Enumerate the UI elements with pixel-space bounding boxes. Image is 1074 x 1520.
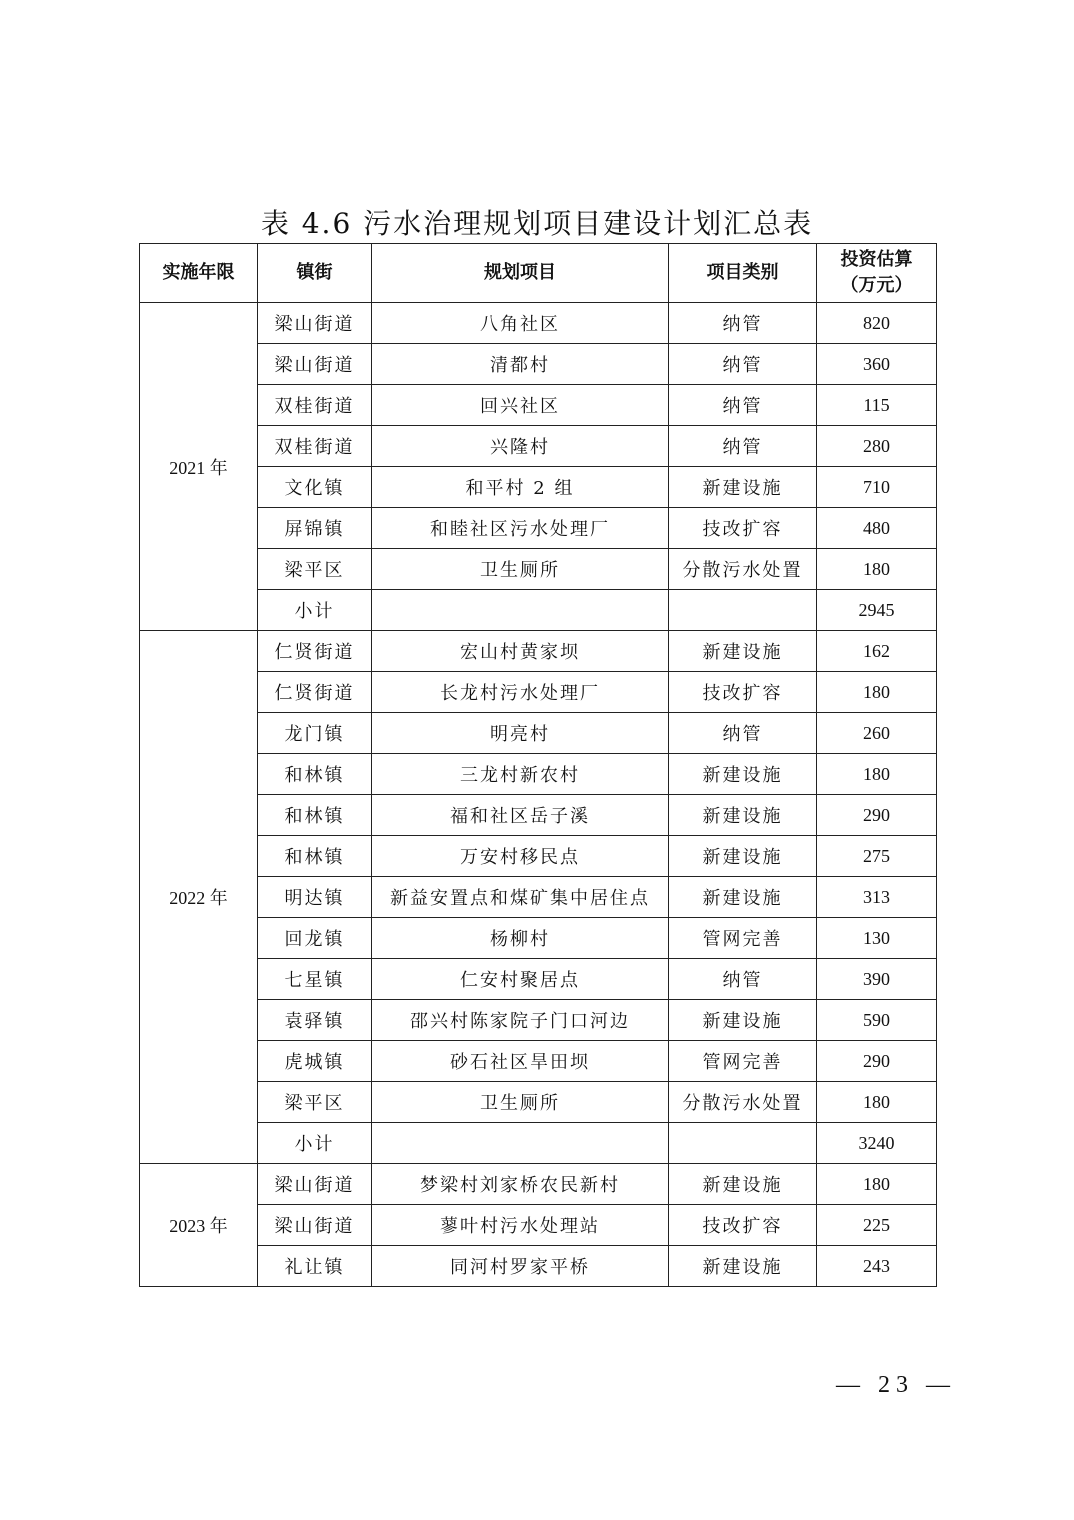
amount-cell: 225 xyxy=(817,1205,937,1246)
project-cell: 万安村移民点 xyxy=(372,836,669,877)
town-cell: 回龙镇 xyxy=(258,918,372,959)
category-cell: 管网完善 xyxy=(669,918,817,959)
category-cell: 分散污水处置 xyxy=(669,549,817,590)
project-cell: 杨柳村 xyxy=(372,918,669,959)
table-row xyxy=(140,590,937,631)
project-cell: 卫生厕所 xyxy=(372,549,669,590)
amount-cell: 180 xyxy=(817,1082,937,1123)
year-cell: 2023 年 xyxy=(140,1164,258,1287)
category-cell: 新建设施 xyxy=(669,1164,817,1205)
table-row xyxy=(140,1246,937,1287)
project-cell: 回兴社区 xyxy=(372,385,669,426)
category-cell: 新建设施 xyxy=(669,1000,817,1041)
project-cell: 卫生厕所 xyxy=(372,1082,669,1123)
amount-cell: 820 xyxy=(817,303,937,344)
table-row xyxy=(140,1123,937,1164)
town-cell: 梁山街道 xyxy=(258,344,372,385)
amount-cell: 710 xyxy=(817,467,937,508)
category-cell: 纳管 xyxy=(669,344,817,385)
town-cell: 仁贤街道 xyxy=(258,672,372,713)
table-row xyxy=(140,1082,937,1123)
project-cell: 长龙村污水处理厂 xyxy=(372,672,669,713)
header-investment xyxy=(817,244,937,303)
amount-cell: 130 xyxy=(817,918,937,959)
amount-cell: 360 xyxy=(817,344,937,385)
town-cell: 龙门镇 xyxy=(258,713,372,754)
header-investment-line1: 投资估算 xyxy=(840,249,913,270)
table-row xyxy=(140,1041,937,1082)
table-row xyxy=(140,795,937,836)
table-row xyxy=(140,877,937,918)
town-cell: 梁山街道 xyxy=(258,1164,372,1205)
project-cell: 砂石社区旱田坝 xyxy=(372,1041,669,1082)
project-cell: 和睦社区污水处理厂 xyxy=(372,508,669,549)
amount-cell: 290 xyxy=(817,1041,937,1082)
amount-cell: 180 xyxy=(817,672,937,713)
table-title: 表 4.6 污水治理规划项目建设计划汇总表 xyxy=(260,207,814,240)
table-row xyxy=(140,672,937,713)
category-cell: 新建设施 xyxy=(669,467,817,508)
table-row xyxy=(140,754,937,795)
town-cell: 和林镇 xyxy=(258,754,372,795)
town-cell: 仁贤街道 xyxy=(258,631,372,672)
table-row xyxy=(140,303,937,344)
category-cell: 新建设施 xyxy=(669,836,817,877)
table-row xyxy=(140,631,937,672)
town-cell: 双桂街道 xyxy=(258,426,372,467)
project-cell xyxy=(372,1123,669,1164)
amount-cell: 480 xyxy=(817,508,937,549)
table-row xyxy=(140,1164,937,1205)
amount-cell: 260 xyxy=(817,713,937,754)
amount-cell: 275 xyxy=(817,836,937,877)
project-cell: 梦梁村刘家桥农民新村 xyxy=(372,1164,669,1205)
project-cell: 三龙村新农村 xyxy=(372,754,669,795)
page-number: — 23 — xyxy=(836,1372,956,1398)
header-year: 实施年限 xyxy=(140,244,258,303)
amount-cell: 313 xyxy=(817,877,937,918)
category-cell: 新建设施 xyxy=(669,877,817,918)
category-cell: 新建设施 xyxy=(669,754,817,795)
project-cell: 明亮村 xyxy=(372,713,669,754)
category-cell: 技改扩容 xyxy=(669,1205,817,1246)
town-cell: 礼让镇 xyxy=(258,1246,372,1287)
amount-cell: 180 xyxy=(817,754,937,795)
project-cell: 和平村 2 组 xyxy=(372,467,669,508)
amount-cell: 180 xyxy=(817,549,937,590)
town-cell: 文化镇 xyxy=(258,467,372,508)
table-row xyxy=(140,1000,937,1041)
town-cell: 双桂街道 xyxy=(258,385,372,426)
table-row xyxy=(140,713,937,754)
amount-cell: 162 xyxy=(817,631,937,672)
header-town: 镇街 xyxy=(258,244,372,303)
category-cell xyxy=(669,590,817,631)
town-cell: 和林镇 xyxy=(258,795,372,836)
project-cell: 邵兴村陈家院子门口河边 xyxy=(372,1000,669,1041)
table-row xyxy=(140,836,937,877)
town-cell: 袁驿镇 xyxy=(258,1000,372,1041)
amount-cell: 2945 xyxy=(817,590,937,631)
category-cell: 纳管 xyxy=(669,959,817,1000)
category-cell: 新建设施 xyxy=(669,1246,817,1287)
amount-cell: 390 xyxy=(817,959,937,1000)
amount-cell: 180 xyxy=(817,1164,937,1205)
table-row xyxy=(140,508,937,549)
category-cell: 技改扩容 xyxy=(669,672,817,713)
amount-cell: 590 xyxy=(817,1000,937,1041)
project-summary-table xyxy=(139,243,937,1287)
table-row xyxy=(140,1205,937,1246)
table-row xyxy=(140,344,937,385)
header-category: 项目类别 xyxy=(669,244,817,303)
project-cell xyxy=(372,590,669,631)
table-row xyxy=(140,467,937,508)
amount-cell: 3240 xyxy=(817,1123,937,1164)
amount-cell: 243 xyxy=(817,1246,937,1287)
project-cell: 清都村 xyxy=(372,344,669,385)
town-cell: 小计 xyxy=(258,590,372,631)
header-investment-line2: （万元） xyxy=(840,275,913,296)
table-row xyxy=(140,426,937,467)
town-cell: 七星镇 xyxy=(258,959,372,1000)
category-cell: 技改扩容 xyxy=(669,508,817,549)
category-cell: 纳管 xyxy=(669,303,817,344)
category-cell: 分散污水处置 xyxy=(669,1082,817,1123)
project-cell: 蓼叶村污水处理站 xyxy=(372,1205,669,1246)
project-cell: 宏山村黄家坝 xyxy=(372,631,669,672)
category-cell: 纳管 xyxy=(669,385,817,426)
category-cell: 纳管 xyxy=(669,426,817,467)
town-cell: 梁山街道 xyxy=(258,1205,372,1246)
header-project: 规划项目 xyxy=(372,244,669,303)
category-cell: 新建设施 xyxy=(669,795,817,836)
project-cell: 同河村罗家平桥 xyxy=(372,1246,669,1287)
project-cell: 仁安村聚居点 xyxy=(372,959,669,1000)
project-cell: 新益安置点和煤矿集中居住点 xyxy=(372,877,669,918)
table-row xyxy=(140,959,937,1000)
project-cell: 兴隆村 xyxy=(372,426,669,467)
category-cell: 管网完善 xyxy=(669,1041,817,1082)
town-cell: 梁平区 xyxy=(258,549,372,590)
table-body xyxy=(140,303,937,1287)
year-cell: 2022 年 xyxy=(140,631,258,1164)
amount-cell: 280 xyxy=(817,426,937,467)
town-cell: 和林镇 xyxy=(258,836,372,877)
category-cell: 纳管 xyxy=(669,713,817,754)
category-cell: 新建设施 xyxy=(669,631,817,672)
town-cell: 梁山街道 xyxy=(258,303,372,344)
amount-cell: 115 xyxy=(817,385,937,426)
category-cell xyxy=(669,1123,817,1164)
year-cell: 2021 年 xyxy=(140,303,258,631)
project-cell: 八角社区 xyxy=(372,303,669,344)
town-cell: 明达镇 xyxy=(258,877,372,918)
table-row xyxy=(140,918,937,959)
table-header-row xyxy=(140,244,937,303)
table-row xyxy=(140,549,937,590)
town-cell: 梁平区 xyxy=(258,1082,372,1123)
amount-cell: 290 xyxy=(817,795,937,836)
town-cell: 小计 xyxy=(258,1123,372,1164)
town-cell: 虎城镇 xyxy=(258,1041,372,1082)
table-row xyxy=(140,385,937,426)
town-cell: 屏锦镇 xyxy=(258,508,372,549)
project-cell: 福和社区岳子溪 xyxy=(372,795,669,836)
